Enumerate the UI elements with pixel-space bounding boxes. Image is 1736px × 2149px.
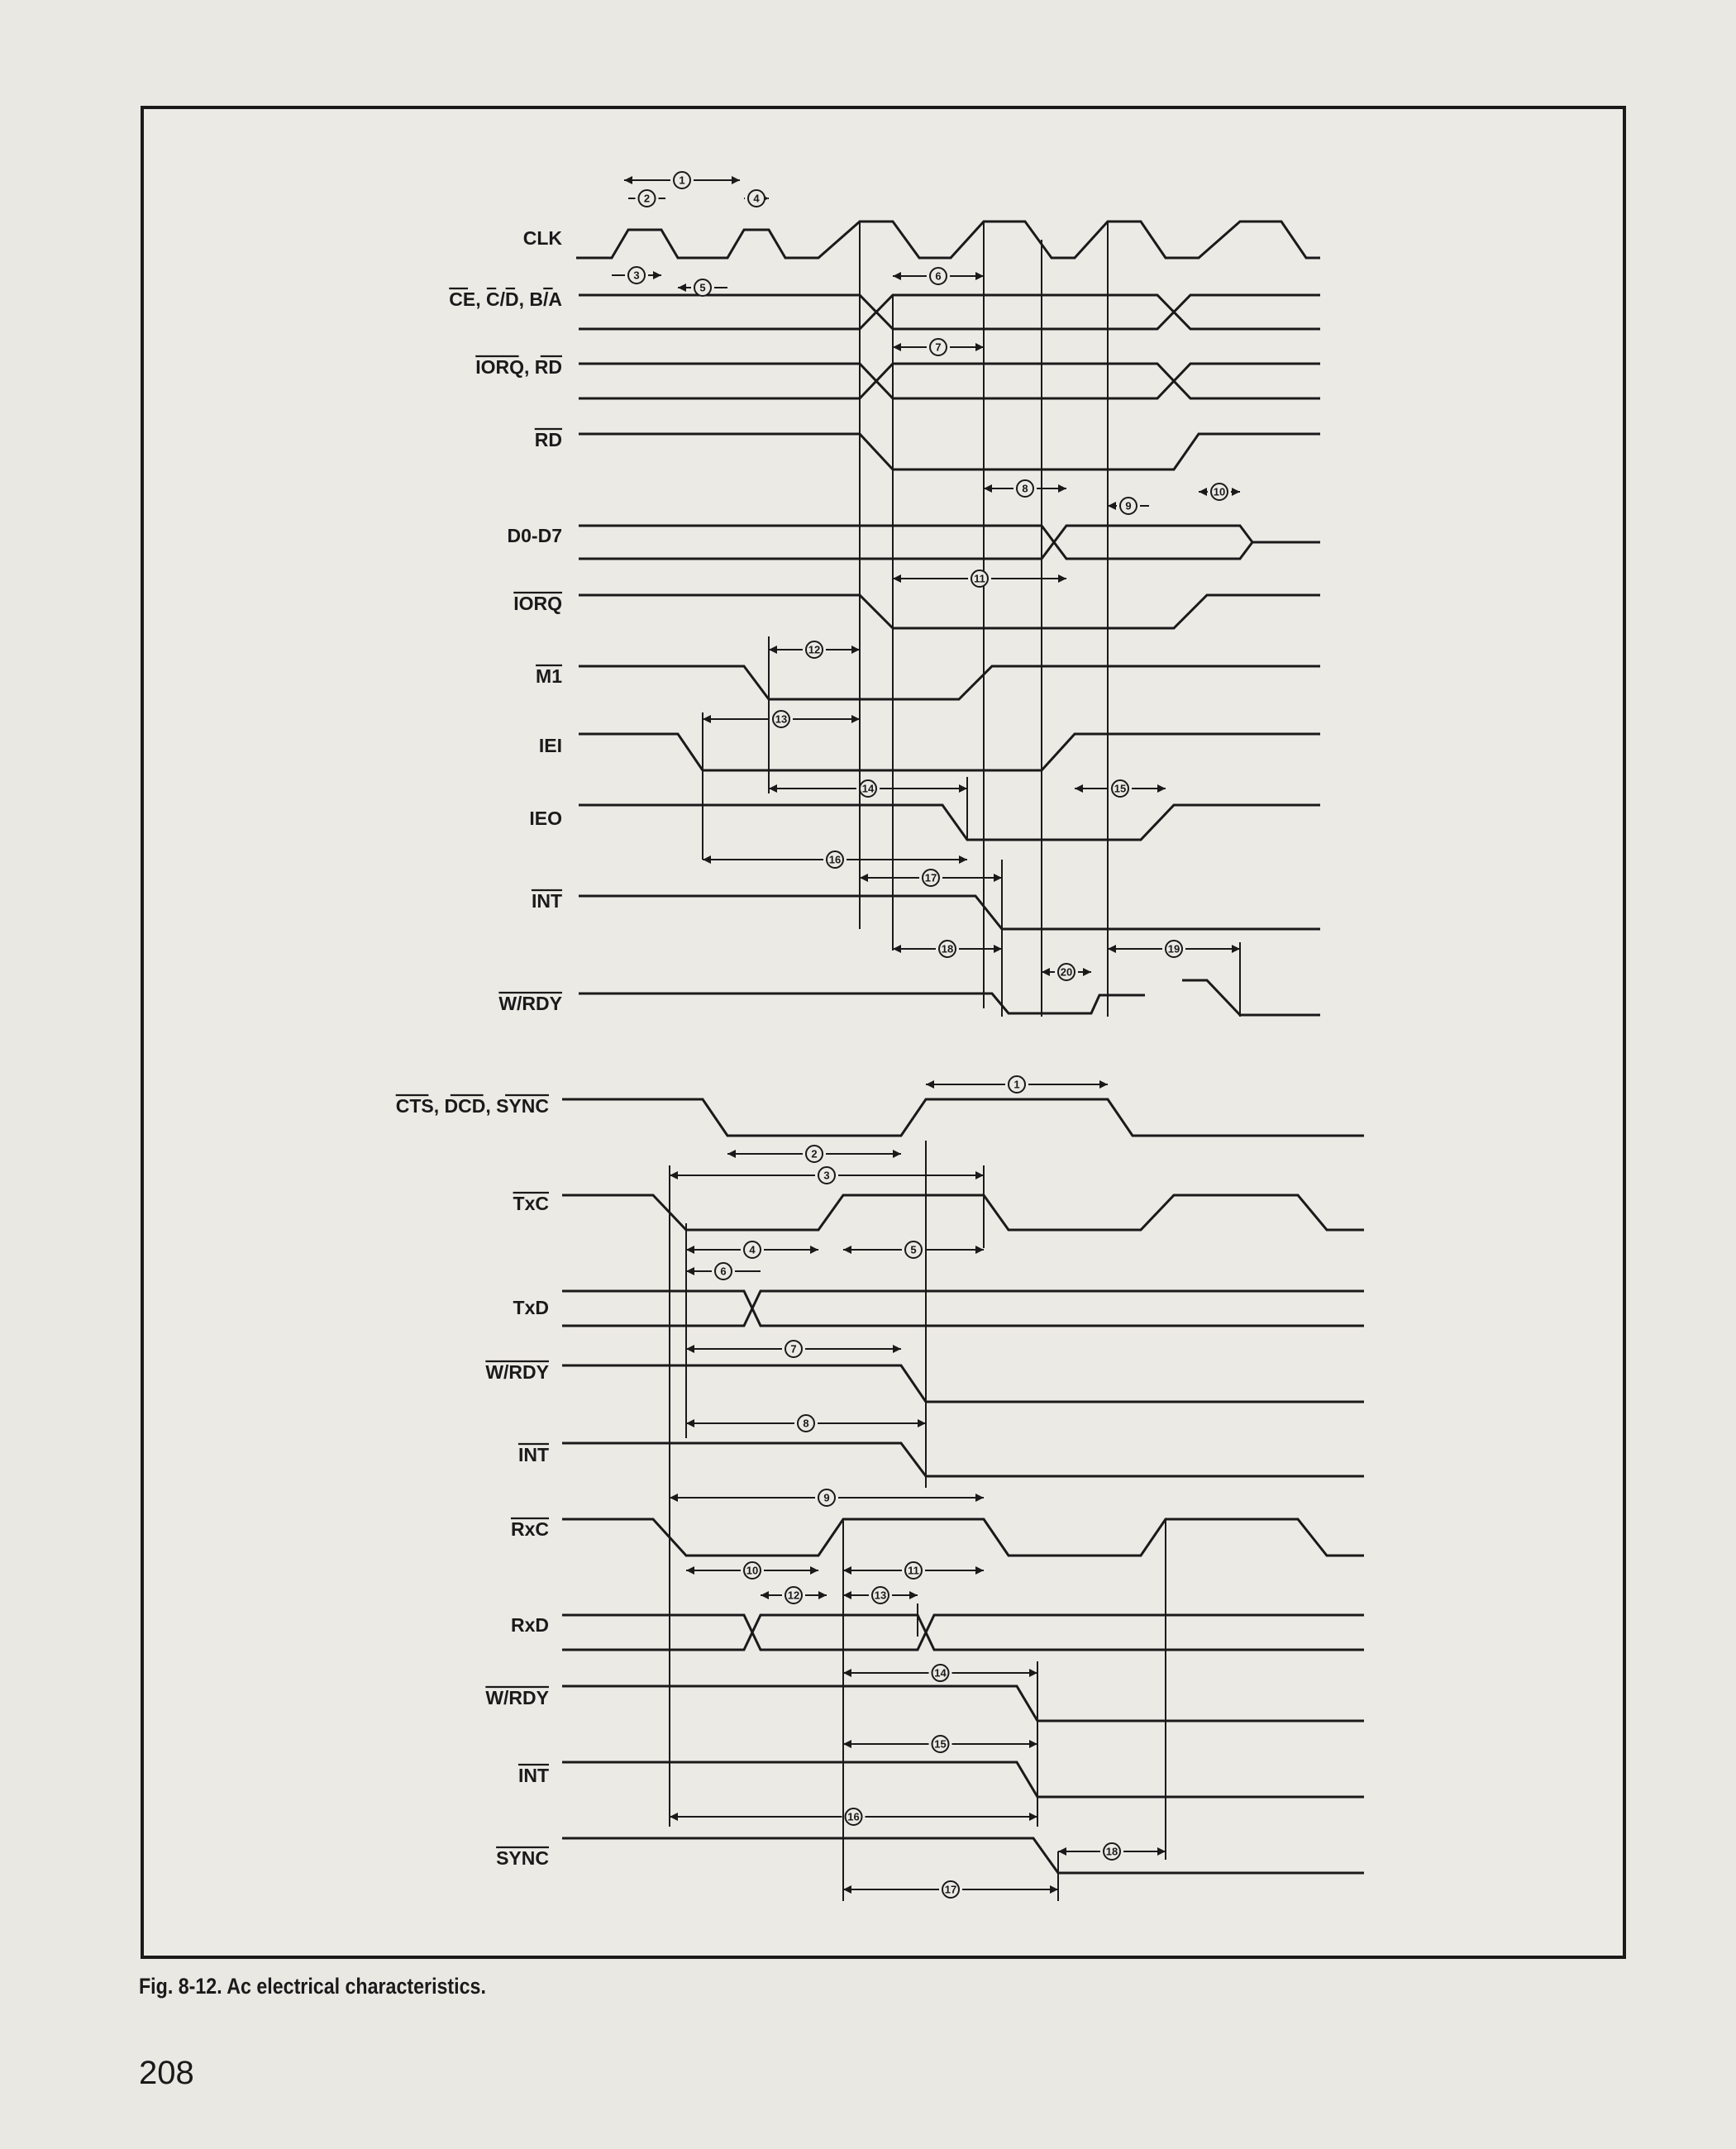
arrow-head [1108,502,1116,510]
timing-marker-12 [785,1587,802,1603]
arrow-head [818,1591,827,1599]
arrow-head [703,715,711,723]
arrow-head [893,272,901,280]
arrow-head [860,874,868,882]
svg-text:11: 11 [908,1564,919,1577]
bottom-signal-label-2-txd: TxD [513,1297,549,1318]
arrow-head [893,1345,901,1353]
signal-label-int: INT [531,890,562,912]
timing-marker-4 [748,190,765,207]
timing-marker-14 [860,780,876,797]
timing-marker-20 [1058,964,1075,980]
arrow-head [918,1419,926,1427]
timing-marker-8 [798,1415,814,1432]
arrow-head [1199,488,1207,496]
svg-text:16: 16 [828,853,842,866]
svg-text:4: 4 [753,192,760,205]
arrow-head [1058,1847,1066,1856]
svg-text:11: 11 [974,572,985,585]
arrow-head [1232,945,1240,953]
arrow-head [843,1669,851,1677]
svg-text:6: 6 [935,269,942,283]
svg-text:2: 2 [811,1147,818,1160]
arrow-head [843,1591,851,1599]
int-waveform [579,896,1320,929]
wrdy-waveform-a [579,993,1145,1013]
ieo-waveform [579,805,1320,840]
arrow-head [975,1494,984,1502]
arrow-head [761,1591,769,1599]
arrow-head [1058,484,1066,493]
bottom-sync-waveform [562,1838,1364,1873]
arrow-head [624,176,632,184]
cts-waveform [562,1099,1364,1136]
rxd-lower [562,1615,1364,1650]
iei-waveform [579,734,1320,770]
signal-label-iorq: IORQ [513,593,562,614]
arrow-head [1083,968,1091,976]
arrow-head [670,1494,678,1502]
bottom-wrdy-waveform [562,1365,1364,1402]
timing-marker-9 [818,1489,835,1506]
timing-marker-5 [694,279,711,296]
bottom-signal-label-5-rxc: RxC [510,1518,549,1540]
arrow-head [975,1246,984,1254]
svg-text:14: 14 [861,782,875,795]
svg-text:18: 18 [1105,1845,1118,1858]
timing-marker-3 [628,267,645,284]
svg-text:14: 14 [934,1666,947,1680]
timing-marker-7 [785,1341,802,1357]
timing-marker-10 [1211,484,1228,500]
ce-bus-lower [579,295,1320,329]
arrow-head [678,284,686,292]
svg-text:5: 5 [699,281,706,294]
arrow-head [909,1591,918,1599]
arrow-head [994,945,1002,953]
svg-text:5: 5 [910,1243,917,1256]
iorq-waveform [579,595,1320,628]
signal-label-clk: CLK [522,227,562,249]
arrow-head [975,272,984,280]
bottom-wrdy2-waveform [562,1686,1364,1721]
timing-marker-6 [715,1263,732,1279]
svg-text:12: 12 [808,643,821,656]
svg-text:7: 7 [935,341,942,354]
svg-text:16: 16 [847,1810,860,1823]
bottom-signal-label-6-rxd: RxD [510,1614,549,1636]
timing-marker-4 [744,1241,761,1258]
timing-marker-2 [806,1146,823,1162]
signal-label-ce-c-d-b-a: CE, C/D, B/A [449,288,562,310]
arrow-head [653,271,661,279]
svg-text:13: 13 [775,712,788,726]
arrow-head [686,1566,694,1575]
svg-text:10: 10 [1213,485,1226,498]
arrow-head [851,715,860,723]
arrow-head [843,1885,851,1894]
rxd-upper [562,1615,1364,1650]
timing-marker-11 [971,570,988,587]
svg-text:9: 9 [823,1491,830,1504]
arrow-head [1050,1885,1058,1894]
timing-marker-8 [1017,480,1033,497]
svg-text:12: 12 [787,1589,800,1602]
signal-label-iorq-rd: IORQ, RD [475,356,562,378]
timing-marker-1 [674,172,690,188]
rxc-waveform [562,1519,1364,1556]
arrow-head [769,646,777,654]
signal-label-iei: IEI [538,735,562,756]
svg-text:13: 13 [874,1589,887,1602]
arrow-head [975,1171,984,1179]
arrow-head [686,1345,694,1353]
arrow-head [1099,1080,1108,1089]
signal-label-m1: M1 [536,665,562,687]
arrow-head [959,855,967,864]
signal-label-ieo: IEO [529,808,562,829]
bottom-signal-label-7-w-rdy: W/RDY [485,1687,549,1708]
arrow-head [893,574,901,583]
signal-label-w-rdy: W/RDY [498,993,562,1014]
bottom-signal-label-3-w-rdy: W/RDY [485,1361,549,1383]
svg-text:7: 7 [790,1342,797,1356]
signal-label-d0-d7: D0-D7 [507,525,562,546]
arrow-head [1029,1813,1037,1821]
timing-marker-12 [806,641,823,658]
svg-text:15: 15 [1114,782,1127,795]
arrow-head [670,1171,678,1179]
svg-text:17: 17 [924,871,937,884]
timing-marker-11 [905,1562,922,1579]
timing-marker-1 [1009,1076,1025,1093]
timing-marker-15 [1112,780,1128,797]
svg-text:20: 20 [1060,965,1073,979]
arrow-head [984,484,992,493]
svg-text:6: 6 [720,1265,727,1278]
timing-marker-18 [1104,1843,1120,1860]
svg-text:1: 1 [1013,1078,1020,1091]
bottom-int-waveform [562,1443,1364,1476]
signal-label-rd: RD [534,429,562,450]
timing-marker-18 [939,941,956,957]
bottom-int2-waveform [562,1762,1364,1797]
arrow-head [1157,1847,1166,1856]
arrow-head [1029,1669,1037,1677]
timing-marker-6 [930,268,947,284]
arrow-head [926,1080,934,1089]
m1-waveform [579,666,1320,699]
arrow-head [732,176,740,184]
timing-marker-14 [932,1665,949,1681]
arrow-head [893,1150,901,1158]
arrow-head [975,343,984,351]
timing-marker-15 [932,1736,949,1752]
timing-marker-7 [930,339,947,355]
svg-text:8: 8 [1022,482,1028,495]
timing-marker-2 [639,190,656,207]
bottom-signal-label-9-sync: SYNC [496,1847,549,1869]
arrow-head [1029,1740,1037,1748]
timing-marker-16 [827,851,843,868]
arrow-head [727,1150,736,1158]
bottom-signal-label-0-cts-dcd-sync: CTS, DCD, SYNC [395,1095,549,1117]
figure-caption: Fig. 8-12. Ac electrical characteristics. [139,1974,486,1999]
page-number: 208 [139,2055,194,2091]
arrow-head [959,784,967,793]
svg-text:2: 2 [643,192,651,205]
svg-text:17: 17 [944,1883,957,1896]
svg-text:18: 18 [941,942,954,955]
timing-marker-16 [846,1808,862,1825]
arrow-head [670,1813,678,1821]
arrow-head [893,343,901,351]
timing-marker-17 [923,870,939,886]
svg-text:3: 3 [823,1169,830,1182]
timing-marker-13 [872,1587,889,1603]
iorq-rd-bus-lower [579,364,1320,398]
svg-text:15: 15 [934,1737,947,1751]
txd-lower [562,1291,1364,1326]
ce-bus-upper [579,295,1320,329]
arrow-head [1157,784,1166,793]
arrow-head [975,1566,984,1575]
arrow-head [1058,574,1066,583]
data-bus-lower [579,526,1252,559]
clk-waveform [576,222,1320,258]
timing-marker-3 [818,1167,835,1184]
bottom-signal-label-1-txc: TxC [513,1193,549,1214]
bottom-signal-label-8-int: INT [517,1765,549,1786]
svg-text:10: 10 [746,1564,759,1577]
arrow-head [893,945,901,953]
arrow-head [1042,968,1050,976]
svg-text:19: 19 [1167,942,1180,955]
data-bus-upper [579,526,1320,559]
arrow-head [769,784,777,793]
arrow-head [1075,784,1083,793]
arrow-head [1232,488,1240,496]
timing-marker-9 [1120,498,1137,514]
timing-marker-19 [1166,941,1182,957]
timing-marker-13 [773,711,789,727]
rd-waveform [579,434,1320,469]
iorq-rd-bus-upper [579,364,1320,398]
svg-text:3: 3 [633,269,640,282]
svg-text:9: 9 [1125,499,1132,512]
arrow-head [686,1246,694,1254]
wrdy-waveform-b [1182,980,1320,1015]
arrow-head [843,1740,851,1748]
arrow-head [703,855,711,864]
arrow-head [686,1419,694,1427]
arrow-head [810,1246,818,1254]
timing-marker-5 [905,1241,922,1258]
bottom-signal-label-4-int: INT [517,1444,549,1465]
arrow-head [1108,945,1116,953]
arrow-head [810,1566,818,1575]
txd-upper [562,1291,1364,1326]
arrow-head [994,874,1002,882]
txc-waveform [562,1195,1364,1230]
svg-text:8: 8 [803,1417,809,1430]
svg-text:4: 4 [749,1243,756,1256]
timing-marker-17 [942,1881,959,1898]
timing-marker-10 [744,1562,761,1579]
svg-text:1: 1 [679,174,685,187]
arrow-head [843,1566,851,1575]
arrow-head [686,1267,694,1275]
arrow-head [843,1246,851,1254]
arrow-head [851,646,860,654]
